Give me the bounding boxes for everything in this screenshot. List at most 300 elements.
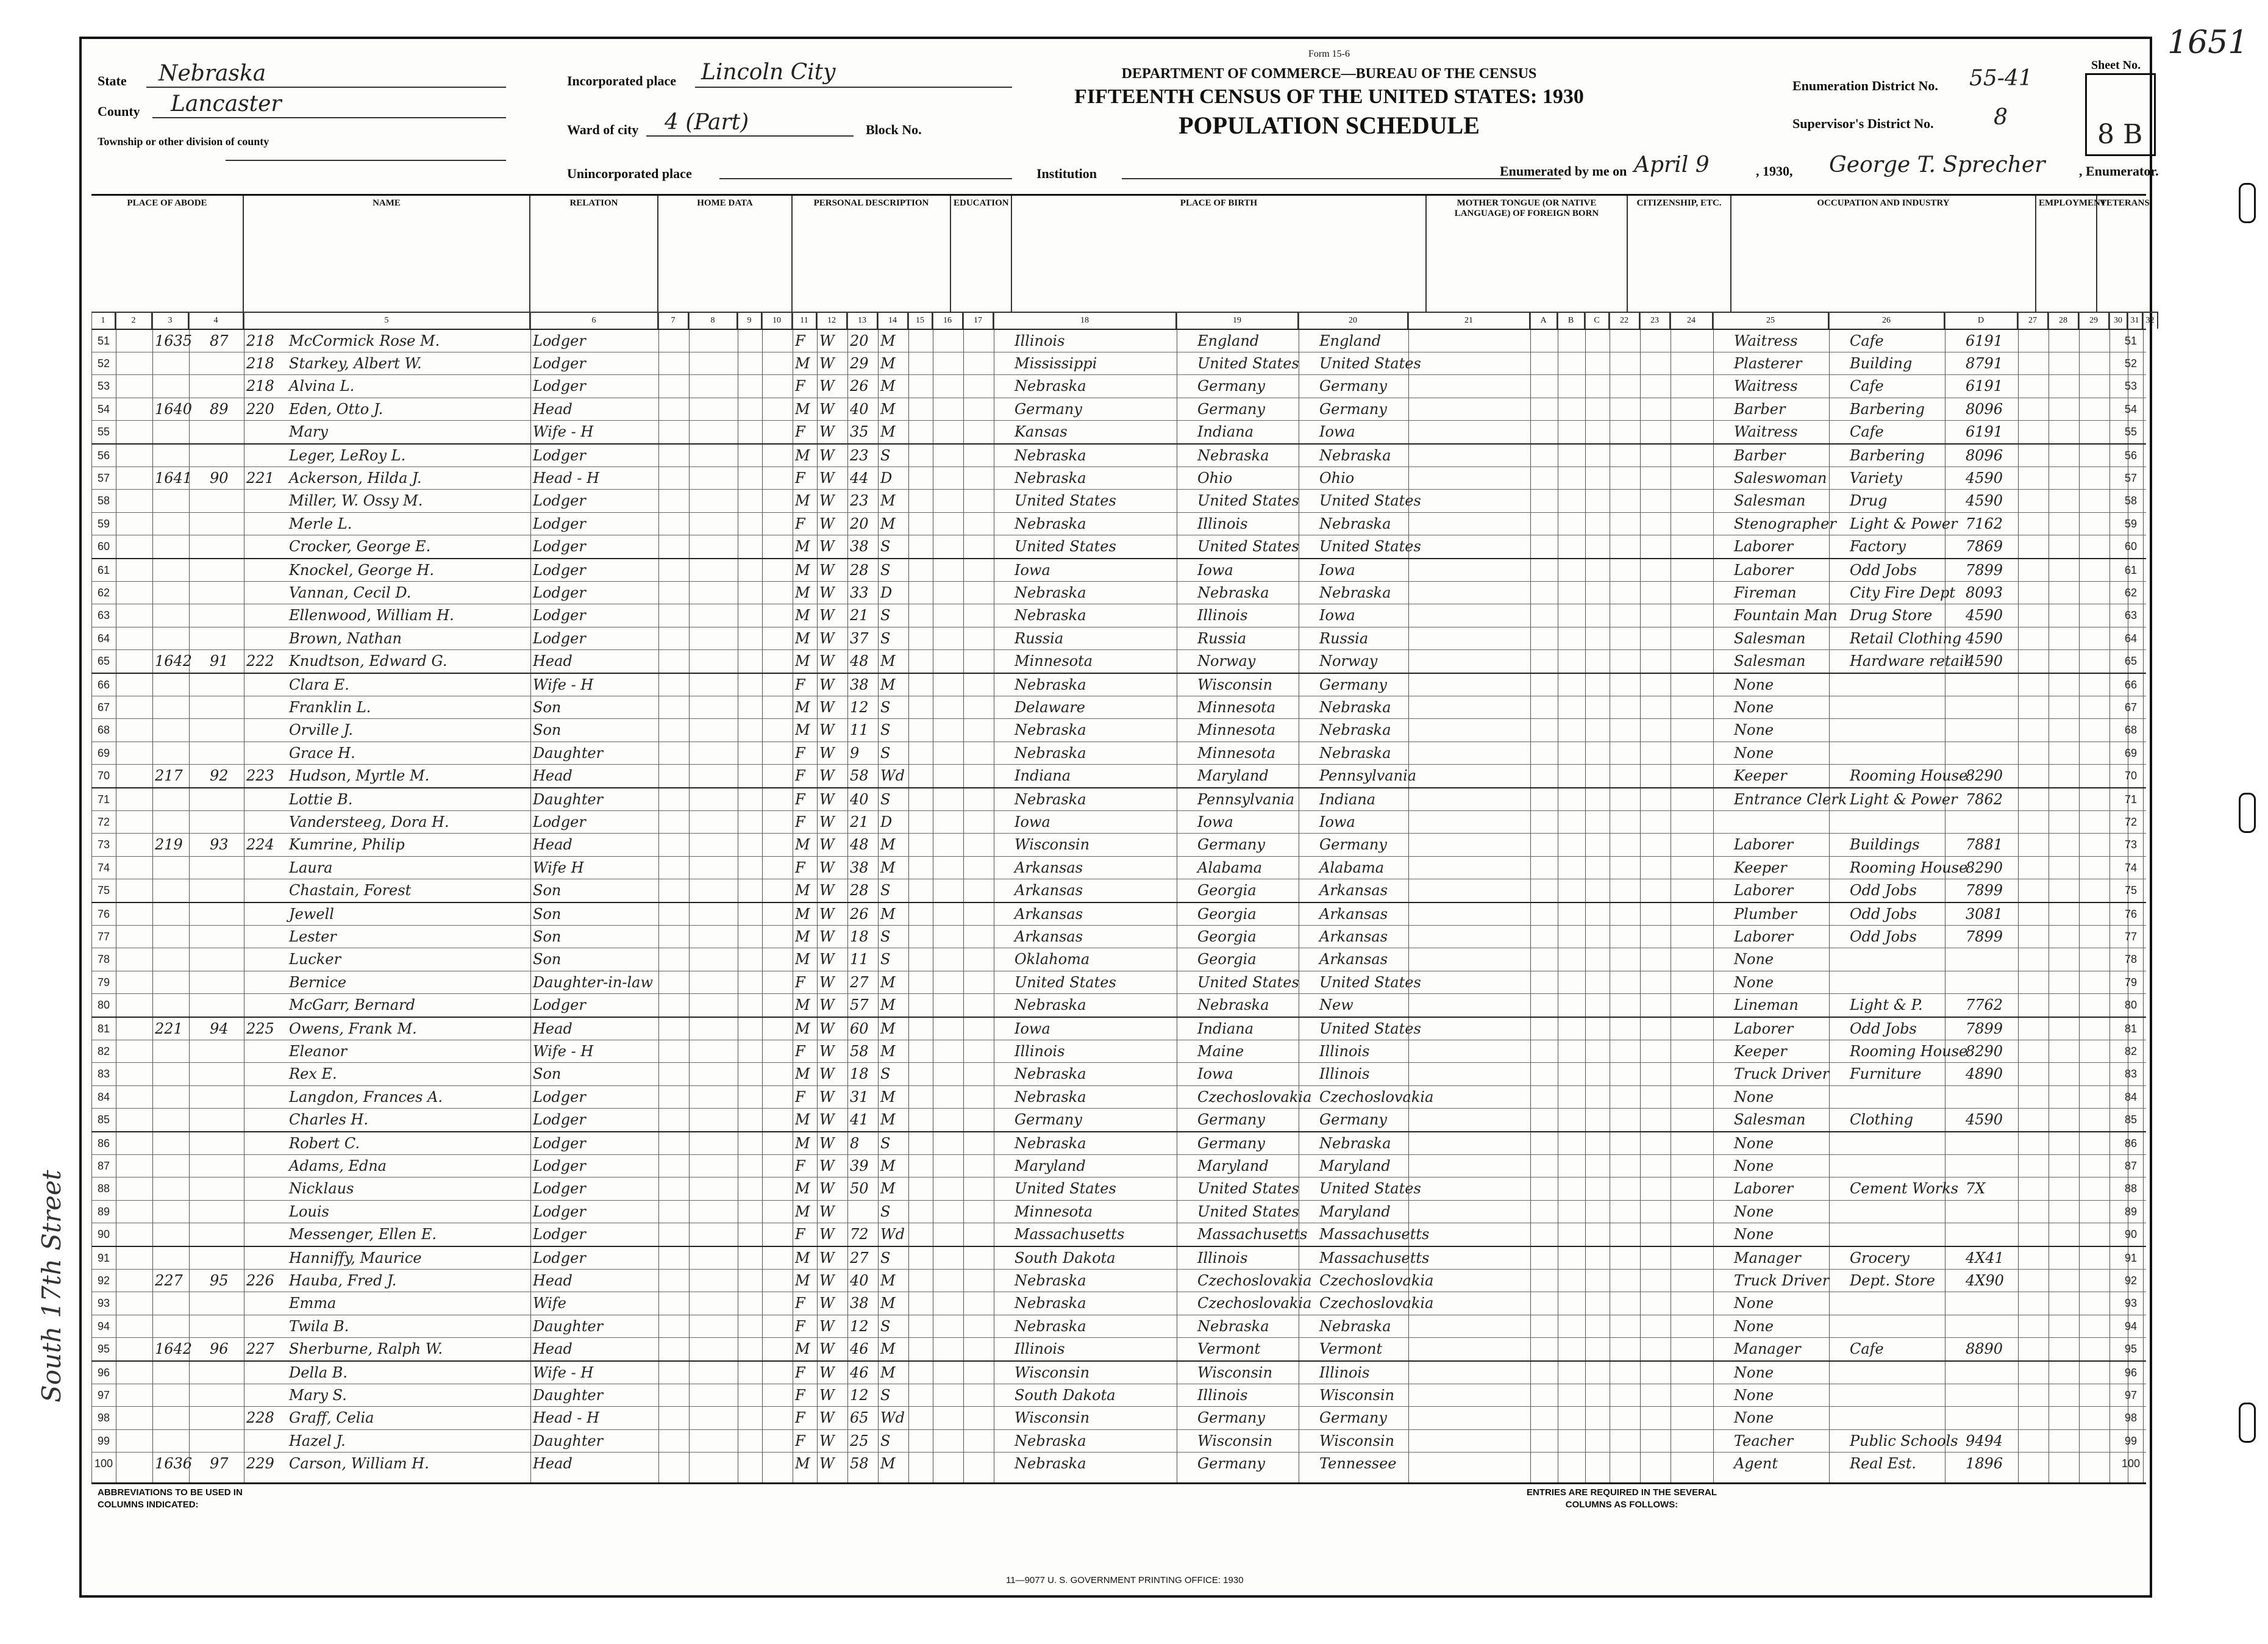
relation: Daughter <box>533 744 604 762</box>
line-number: 55 <box>97 426 110 438</box>
race: W <box>819 836 835 854</box>
family-number <box>244 1201 287 1223</box>
dwelling-number <box>207 559 244 582</box>
line-number-right: 71 <box>2124 793 2138 806</box>
father-birthplace: Indiana <box>1197 1020 1254 1037</box>
line-number: 79 <box>97 976 110 988</box>
family-number <box>244 604 287 627</box>
line-number: 72 <box>97 815 110 828</box>
table-row <box>91 649 2146 673</box>
line-number: 65 <box>97 655 110 668</box>
house-number <box>152 1292 207 1315</box>
occupation: Entrance Clerk <box>1734 791 1847 808</box>
dwelling-number <box>207 857 244 879</box>
father-birthplace: Ohio <box>1197 469 1233 487</box>
person-name: Knockel, George H. <box>289 562 435 579</box>
mother-birthplace: Czechoslovakia <box>1319 1088 1434 1106</box>
relation: Wife H <box>533 859 584 876</box>
occupation: None <box>1734 698 1774 716</box>
column-number: B <box>1558 312 1585 329</box>
family-number <box>244 1430 287 1453</box>
house-number <box>152 879 207 902</box>
occupation: None <box>1734 1226 1774 1243</box>
mother-birthplace: Nebraska <box>1319 447 1391 464</box>
mother-birthplace: United States <box>1319 538 1421 556</box>
enum-district-value: 55-41 <box>1969 66 2033 91</box>
dwelling-number <box>207 421 244 443</box>
industry: Cafe <box>1850 423 1884 441</box>
relation: Lodger <box>533 1226 586 1243</box>
father-birthplace: Czechoslovakia <box>1197 1271 1312 1289</box>
person-name: Messenger, Ellen E. <box>289 1226 437 1243</box>
family-number <box>244 903 287 926</box>
line-number-right: 97 <box>2124 1388 2138 1401</box>
mother-birthplace: Nebraska <box>1319 744 1391 762</box>
occupation: Laborer <box>1734 1180 1794 1198</box>
race: W <box>819 859 835 876</box>
line-number: 87 <box>97 1159 110 1172</box>
occupation-code: 4590 <box>1966 1111 2003 1129</box>
relation: Son <box>533 927 562 945</box>
marital-status: D <box>880 584 893 601</box>
line-number-right: 65 <box>2124 655 2138 668</box>
binder-hole <box>2239 183 2256 223</box>
person-name: Ackerson, Hilda J. <box>289 469 422 487</box>
person-name: Bernice <box>289 973 347 991</box>
person-name: Eleanor <box>289 1042 348 1060</box>
industry: Variety <box>1850 469 1902 487</box>
table-row <box>91 856 2146 879</box>
birthplace: Nebraska <box>1015 1065 1086 1083</box>
birthplace: Nebraska <box>1015 744 1086 762</box>
line-number: 88 <box>97 1182 110 1195</box>
sex: M <box>795 1180 810 1198</box>
sex: M <box>795 698 810 716</box>
occupation: Plumber <box>1734 906 1797 923</box>
family-number: 218 <box>246 332 274 349</box>
industry: Barbering <box>1850 400 1925 418</box>
line-number: 86 <box>97 1137 110 1149</box>
family-number <box>244 559 287 582</box>
family-number <box>244 811 287 834</box>
occupation-code <box>1963 1155 2036 1178</box>
sex: M <box>795 538 810 556</box>
line-number-right: 67 <box>2124 701 2138 713</box>
person-name: McGarr, Bernard <box>289 996 415 1014</box>
age: 20 <box>850 515 869 532</box>
table-row <box>91 1406 2146 1429</box>
binder-hole <box>2239 1403 2256 1443</box>
father-birthplace: Illinois <box>1197 1386 1248 1404</box>
age: 28 <box>850 882 869 899</box>
birthplace: Nebraska <box>1015 1135 1086 1152</box>
father-birthplace: Germany <box>1197 1135 1265 1152</box>
mother-birthplace: Germany <box>1319 1409 1387 1427</box>
person-name: Robert C. <box>289 1135 360 1152</box>
marital-status: M <box>880 400 896 418</box>
age: 50 <box>850 1180 869 1198</box>
mother-birthplace: Nebraska <box>1319 1317 1391 1335</box>
table-row <box>91 1177 2146 1200</box>
relation: Head <box>533 1020 572 1037</box>
family-number <box>244 1132 287 1155</box>
form-number: Form 15-6 <box>1308 49 1350 59</box>
race: W <box>819 652 835 670</box>
house-number <box>152 696 207 719</box>
father-birthplace: Wisconsin <box>1197 1364 1273 1381</box>
house-number: 219 <box>155 836 183 854</box>
mother-birthplace: Germany <box>1319 836 1387 854</box>
industry: Drug <box>1850 492 1888 510</box>
sex: F <box>795 1432 805 1449</box>
table-row <box>91 604 2146 627</box>
marital-status: M <box>880 906 896 923</box>
birthplace: Minnesota <box>1015 652 1093 670</box>
occupation-code: 6191 <box>1966 377 2003 395</box>
family-number <box>244 1155 287 1178</box>
house-number <box>152 903 207 926</box>
house-number: 1642 <box>155 652 193 670</box>
relation: Head <box>533 836 572 854</box>
mother-birthplace: Germany <box>1319 400 1387 418</box>
birthplace: Arkansas <box>1015 882 1083 899</box>
race: W <box>819 515 835 532</box>
dwelling-number: 87 <box>210 332 229 349</box>
occupation: Waitress <box>1734 423 1798 441</box>
family-number <box>244 1315 287 1338</box>
race: W <box>819 1203 835 1220</box>
sex: F <box>795 1409 805 1427</box>
occupation: Manager <box>1734 1340 1801 1358</box>
mother-birthplace: Indiana <box>1319 791 1376 808</box>
relation: Lodger <box>533 996 586 1014</box>
table-row <box>91 398 2146 421</box>
incorporated-value: Lincoln City <box>701 60 836 85</box>
table-row <box>91 443 2146 466</box>
dwelling-number <box>207 1315 244 1338</box>
family-number <box>244 994 287 1017</box>
occupation: None <box>1734 721 1774 739</box>
person-name: Laura <box>289 859 333 876</box>
birthplace: Nebraska <box>1015 447 1086 464</box>
occupation-code: 4590 <box>1966 652 2003 670</box>
birthplace: Nebraska <box>1015 996 1086 1014</box>
birthplace: Delaware <box>1015 698 1085 716</box>
sex: M <box>795 927 810 945</box>
industry: Cement Works <box>1850 1180 1959 1198</box>
mother-birthplace: Wisconsin <box>1319 1432 1395 1449</box>
marital-status: S <box>880 1249 891 1267</box>
marital-status: M <box>880 377 896 395</box>
column-number: 25 <box>1713 312 1829 329</box>
age: 48 <box>850 652 869 670</box>
occupation-code: 8096 <box>1966 400 2003 418</box>
father-birthplace: England <box>1197 332 1260 349</box>
column-number: 32 <box>2143 312 2158 329</box>
table-row <box>91 993 2146 1017</box>
mother-birthplace: Arkansas <box>1319 927 1388 945</box>
occupation-code: 6191 <box>1966 423 2003 441</box>
age: 40 <box>850 791 869 808</box>
house-number <box>152 1362 207 1384</box>
industry: Hardware retail <box>1850 652 1969 670</box>
marital-status: M <box>880 1455 896 1473</box>
age: 65 <box>850 1409 869 1427</box>
father-birthplace: Iowa <box>1197 562 1233 579</box>
marital-status: S <box>880 607 891 624</box>
group-education: EDUCATION <box>951 196 1012 312</box>
father-birthplace: Germany <box>1197 1111 1265 1129</box>
age: 25 <box>850 1432 869 1449</box>
marital-status: S <box>880 791 891 808</box>
column-number: 24 <box>1671 312 1713 329</box>
relation: Lodger <box>533 332 586 349</box>
relation: Head - H <box>533 1409 600 1427</box>
family-number <box>244 1223 287 1246</box>
house-number <box>152 1384 207 1407</box>
person-name: Crocker, George E. <box>289 538 431 556</box>
person-name: Vandersteeg, Dora H. <box>289 813 449 831</box>
table-row <box>91 466 2146 490</box>
birthplace: Nebraska <box>1015 1317 1086 1335</box>
industry: Drug Store <box>1850 607 1933 624</box>
unincorporated-label: Unincorporated place <box>567 166 692 181</box>
house-number <box>152 559 207 582</box>
house-number <box>152 1223 207 1246</box>
column-number: 27 <box>2018 312 2049 329</box>
occupation: None <box>1734 676 1774 693</box>
mother-birthplace: Germany <box>1319 1111 1387 1129</box>
sex: F <box>795 744 805 762</box>
birthplace: South Dakota <box>1015 1249 1116 1267</box>
group-occupation: OCCUPATION AND INDUSTRY <box>1731 196 2036 312</box>
line-number-right: 80 <box>2124 999 2138 1012</box>
relation: Daughter-in-law <box>533 973 654 991</box>
person-name: Kumrine, Philip <box>289 836 405 854</box>
occupation: Waitress <box>1734 377 1798 395</box>
race: W <box>819 1364 835 1381</box>
marital-status: S <box>880 1135 891 1152</box>
relation: Lodger <box>533 538 586 556</box>
occupation-code <box>1963 696 2036 719</box>
relation: Lodger <box>533 1249 586 1267</box>
birthplace: Minnesota <box>1015 1203 1093 1220</box>
birthplace: Massachusetts <box>1015 1226 1125 1243</box>
person-name: Mary <box>289 423 328 441</box>
occupation-code: 4590 <box>1966 469 2003 487</box>
house-number <box>152 1430 207 1453</box>
dwelling-number: 93 <box>210 836 229 854</box>
occupation-code <box>1963 719 2036 742</box>
relation: Wife - H <box>533 676 594 693</box>
incorporated-label: Incorporated place <box>567 73 677 88</box>
relation: Daughter <box>533 1317 604 1335</box>
birthplace: Nebraska <box>1015 377 1086 395</box>
industry: Buildings <box>1850 836 1920 854</box>
occupation: Barber <box>1734 447 1786 464</box>
occupation-code <box>1963 1292 2036 1315</box>
occupation: None <box>1734 951 1774 968</box>
dwelling-number <box>207 627 244 650</box>
person-name: Ellenwood, William H. <box>289 607 454 624</box>
race: W <box>819 927 835 945</box>
marital-status: S <box>880 1386 891 1404</box>
line-number-right: 70 <box>2124 770 2138 782</box>
father-birthplace: United States <box>1197 973 1299 991</box>
sex: F <box>795 1042 805 1060</box>
dwelling-number <box>207 513 244 535</box>
census-title: FIFTEENTH CENSUS OF THE UNITED STATES: 1930 <box>1074 85 1584 108</box>
race: W <box>819 951 835 968</box>
mother-birthplace: Arkansas <box>1319 951 1388 968</box>
marital-status: S <box>880 721 891 739</box>
person-name: Franklin L. <box>289 698 371 716</box>
dwelling-number <box>207 674 244 696</box>
race: W <box>819 1271 835 1289</box>
mother-birthplace: England <box>1319 332 1382 349</box>
industry: Public Schools <box>1850 1432 1958 1449</box>
relation: Head <box>533 652 572 670</box>
family-number <box>244 1247 287 1270</box>
race: W <box>819 1157 835 1174</box>
dwelling-number <box>207 582 244 604</box>
line-number: 69 <box>97 746 110 759</box>
line-number: 100 <box>94 1457 113 1470</box>
house-number <box>152 1109 207 1131</box>
father-birthplace: Nebraska <box>1197 447 1269 464</box>
industry: Cafe <box>1850 1340 1884 1358</box>
enumerated-date: April 9 <box>1634 152 1710 177</box>
table-row <box>91 742 2146 765</box>
family-number <box>244 1362 287 1384</box>
state-label: State <box>98 73 127 88</box>
dwelling-number <box>207 1384 244 1407</box>
birthplace: Germany <box>1015 400 1082 418</box>
industry: Odd Jobs <box>1850 927 1917 945</box>
mother-birthplace: United States <box>1319 354 1421 372</box>
person-name: McCormick Rose M. <box>289 332 440 349</box>
column-number: 19 <box>1177 312 1299 329</box>
sex: F <box>795 1226 805 1243</box>
column-number: 16 <box>933 312 963 329</box>
family-number <box>244 627 287 650</box>
line-number-right: 85 <box>2124 1113 2138 1126</box>
column-number: 29 <box>2079 312 2109 329</box>
dwelling-number <box>207 1407 244 1429</box>
dwelling-number <box>207 994 244 1017</box>
table-row <box>91 512 2146 535</box>
age: 23 <box>850 492 869 510</box>
department-title: DEPARTMENT OF COMMERCE—BUREAU OF THE CENSUS <box>1121 66 1537 82</box>
birthplace: Illinois <box>1015 332 1065 349</box>
mother-birthplace: Illinois <box>1319 1042 1370 1060</box>
line-number-right: 64 <box>2124 632 2138 645</box>
birthplace: Iowa <box>1015 562 1050 579</box>
marital-status: S <box>880 562 891 579</box>
house-number: 217 <box>155 767 183 785</box>
race: W <box>819 629 835 647</box>
line-number: 96 <box>97 1367 110 1379</box>
industry: Light & Power <box>1850 791 1958 808</box>
race: W <box>819 1409 835 1427</box>
family-number <box>244 879 287 902</box>
birthplace: United States <box>1015 973 1116 991</box>
occupation: None <box>1734 1295 1774 1312</box>
sex: F <box>795 973 805 991</box>
dwelling-number: 91 <box>210 652 229 670</box>
house-number <box>152 811 207 834</box>
person-name: Merle L. <box>289 515 352 532</box>
dwelling-number <box>207 811 244 834</box>
marital-status: M <box>880 423 896 441</box>
person-name: Twila B. <box>289 1317 349 1335</box>
line-number-right: 92 <box>2124 1274 2138 1287</box>
group-place-of-birth: PLACE OF BIRTH <box>1012 196 1427 312</box>
block-label: Block No. <box>866 122 922 137</box>
industry: Grocery <box>1850 1249 1910 1267</box>
father-birthplace: United States <box>1197 538 1299 556</box>
group-place-of-abode: PLACE OF ABODE <box>91 196 244 312</box>
marital-status: Wd <box>880 767 905 785</box>
family-number <box>244 490 287 512</box>
race: W <box>819 538 835 556</box>
person-name: Emma <box>289 1295 337 1312</box>
occupation-code: 8890 <box>1966 1340 2003 1358</box>
mother-birthplace: Illinois <box>1319 1065 1370 1083</box>
relation: Lodger <box>533 607 586 624</box>
line-number: 74 <box>97 861 110 874</box>
father-birthplace: United States <box>1197 354 1299 372</box>
house-number <box>152 445 207 467</box>
mother-birthplace: Nebraska <box>1319 584 1391 601</box>
relation: Lodger <box>533 1088 586 1106</box>
father-birthplace: Russia <box>1197 629 1247 647</box>
dwelling-number <box>207 903 244 926</box>
column-number: 31 <box>2128 312 2143 329</box>
family-number: 225 <box>246 1020 274 1037</box>
house-number <box>152 421 207 443</box>
industry: Rooming House <box>1850 1042 1968 1060</box>
family-number <box>244 582 287 604</box>
sex: M <box>795 492 810 510</box>
table-row <box>91 787 2146 810</box>
industry <box>1847 1086 1963 1109</box>
column-number: D <box>1945 312 2018 329</box>
family-number: 218 <box>246 377 274 395</box>
race: W <box>819 906 835 923</box>
line-number: 89 <box>97 1205 110 1218</box>
relation: Lodger <box>533 447 586 464</box>
relation: Wife <box>533 1295 567 1312</box>
house-number <box>152 742 207 765</box>
father-birthplace: Nebraska <box>1197 1317 1269 1335</box>
race: W <box>819 1180 835 1198</box>
table-row <box>91 1315 2146 1338</box>
person-name: Hudson, Myrtle M. <box>289 767 430 785</box>
house-number <box>152 1063 207 1085</box>
age: 23 <box>850 447 869 464</box>
mother-birthplace: Czechoslovakia <box>1319 1271 1434 1289</box>
mother-birthplace: Wisconsin <box>1319 1386 1395 1404</box>
race: W <box>819 492 835 510</box>
relation: Son <box>533 951 562 968</box>
sex: F <box>795 859 805 876</box>
occupation-code: 8093 <box>1966 584 2003 601</box>
industry <box>1847 719 1963 742</box>
line-number-right: 58 <box>2124 495 2138 507</box>
occupation: None <box>1734 1203 1774 1220</box>
line-number-right: 91 <box>2124 1252 2138 1264</box>
